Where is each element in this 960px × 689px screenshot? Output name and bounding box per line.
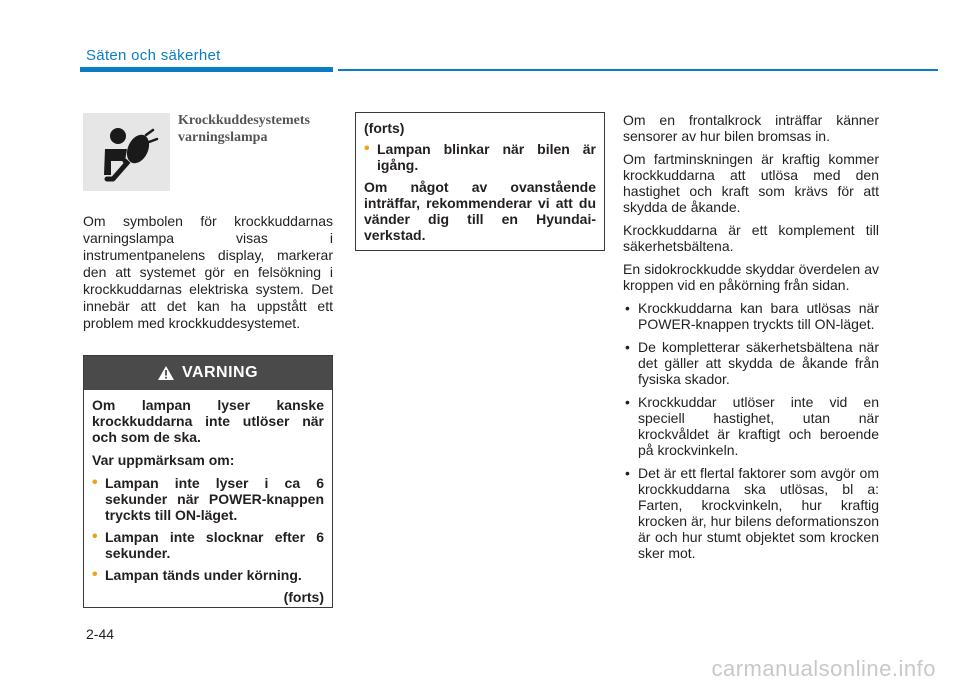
continued-warning-box [355,112,605,251]
warning-title: VARNING [181,364,259,381]
airbag-warning-icon [83,113,170,191]
watermark: carmanualsonline.info [711,656,936,681]
list-item: • Lampan inte lyser i ca 6 sekunder när POWER-knappen tryckts till ON-läget. [92,475,324,523]
warning-header [84,356,332,390]
paragraph: Om fartminskningen är kraftig kommer krockkuddarna att utlösa med den hastighet och kraft som krävs för att skydda de åkande. [623,151,879,215]
page-number: 2-44 [86,626,115,642]
continued-closing: Om något av ovanstående inträffar, rekommenderar vi att du vänder dig till en Hyundai-verkstad. [364,179,596,243]
continued-marker: (forts) [283,589,324,605]
list-item: • Lampan tänds under körning. [92,567,324,583]
continued-label: (forts) [364,120,405,136]
list-item: • Lampan inte slocknar efter 6 sekunder. [92,529,324,561]
body-paragraph: Om symbolen för krockkuddarnas varningslampa visas i instrumentpanelens display, markerar den att systemet gör en felsökning i krockkuddarnas elektriska system. Det innebär att det kan ha uppstått ett problem med krockkuddesystemet. [83,213,333,331]
section-heading: Krockkuddesystemets varningslampa [178,113,310,145]
header-bar [80,67,333,72]
paragraph: Krockkuddarna är ett komplement till säkerhetsbältena. [623,222,879,254]
right-column [623,112,879,568]
list-item: • Det är ett flertal faktorer som avgör om krockkuddarna ska utlösas, bl a: Farten, krockvinkeln, hur kraftig krocken är, hur bilens deformationszon är och hur stumt objektet som krocken sker mot. [623,465,879,561]
warning-triangle-icon [158,366,174,380]
warning-intro: Om lampan lyser kanske krockkuddarna inte utlöser när och som de ska. [92,397,324,445]
paragraph: Om en frontalkrock inträffar känner sensorer av hur bilen bromsas in. [623,112,879,144]
header-rule [338,69,938,71]
warning-lead: Var uppmärksam om: [92,452,235,468]
section-title: Säten och säkerhet [86,47,221,64]
list-item: • De kompletterar säkerhetsbältena när det gäller att skydda de åkande från fysiska skador. [623,339,879,387]
paragraph: En sidokrockkudde skyddar överdelen av kroppen vid en påkörning från sidan. [623,261,879,293]
warning-box [83,355,333,608]
list-item: • Lampan blinkar när bilen är igång. [364,141,596,173]
list-item: • Krockkuddarna kan bara utlösas när POWER-knappen tryckts till ON-läget. [623,300,879,332]
list-item: • Krockkuddar utlöser inte vid en speciell hastighet, utan när krockvåldet är kraftigt och beroende på krockvinkeln. [623,394,879,458]
